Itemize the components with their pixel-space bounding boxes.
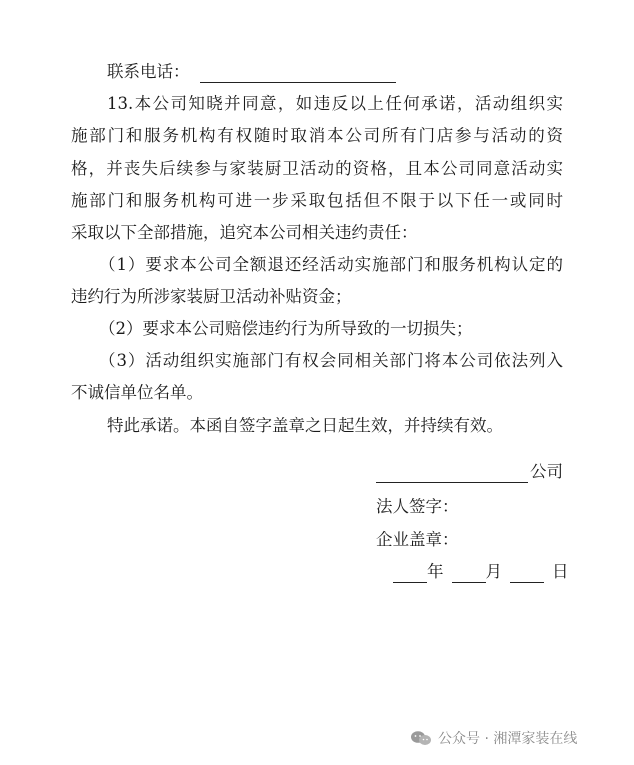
day-label: 日 <box>552 562 569 581</box>
company-name-blank <box>376 464 528 483</box>
signature-date-row <box>393 561 569 583</box>
watermark <box>410 728 577 748</box>
measure-3-line-1: （3）活动组织实施部门有权会同相关部门将本公司依法列入 <box>99 351 563 370</box>
clause-13-line-3: 格，并丧失后续参与家装厨卫活动的资格，且本公司同意活动实 <box>71 159 563 178</box>
legal-rep-signature-label: 法人签字： <box>376 497 459 516</box>
measure-1-line-1: （1）要求本公司全额退还经活动实施部门和服务机构认定的 <box>99 255 563 274</box>
watermark-text: 公众号 · 湘潭家装在线 <box>438 731 578 747</box>
contact-phone-blank <box>200 64 396 83</box>
contact-phone-row <box>107 61 396 83</box>
measure-3-line-2: 不诚信单位名单。 <box>71 383 203 402</box>
signature-company-row <box>376 461 563 483</box>
company-suffix: 公司 <box>530 462 563 481</box>
closing-statement: 特此承诺。本函自签字盖章之日起生效，并持续有效。 <box>107 416 503 435</box>
month-blank <box>452 564 486 583</box>
clause-13-line-2: 施部门和服务机构有权随时取消本公司所有门店参与活动的资 <box>71 126 563 145</box>
clause-13-line-4: 施部门和服务机构可进一步采取包括但不限于以下任一或同时 <box>71 191 563 210</box>
contact-phone-label: 联系电话： <box>107 62 190 81</box>
day-blank <box>510 564 544 583</box>
wechat-icon <box>410 730 432 746</box>
year-label: 年 <box>427 562 444 581</box>
clause-13-line-1: 13.本公司知晓并同意，如违反以上任何承诺，活动组织实 <box>107 94 563 113</box>
year-blank <box>393 564 427 583</box>
measure-2-line-1: （2）要求本公司赔偿违约行为所导致的一切损失； <box>99 319 473 338</box>
company-seal-label: 企业盖章： <box>376 530 459 549</box>
month-label: 月 <box>485 562 502 581</box>
clause-13-line-5: 采取以下全部措施，追究本公司相关违约责任： <box>71 223 418 242</box>
measure-1-line-2: 违约行为所涉家装厨卫活动补贴资金； <box>71 287 352 306</box>
